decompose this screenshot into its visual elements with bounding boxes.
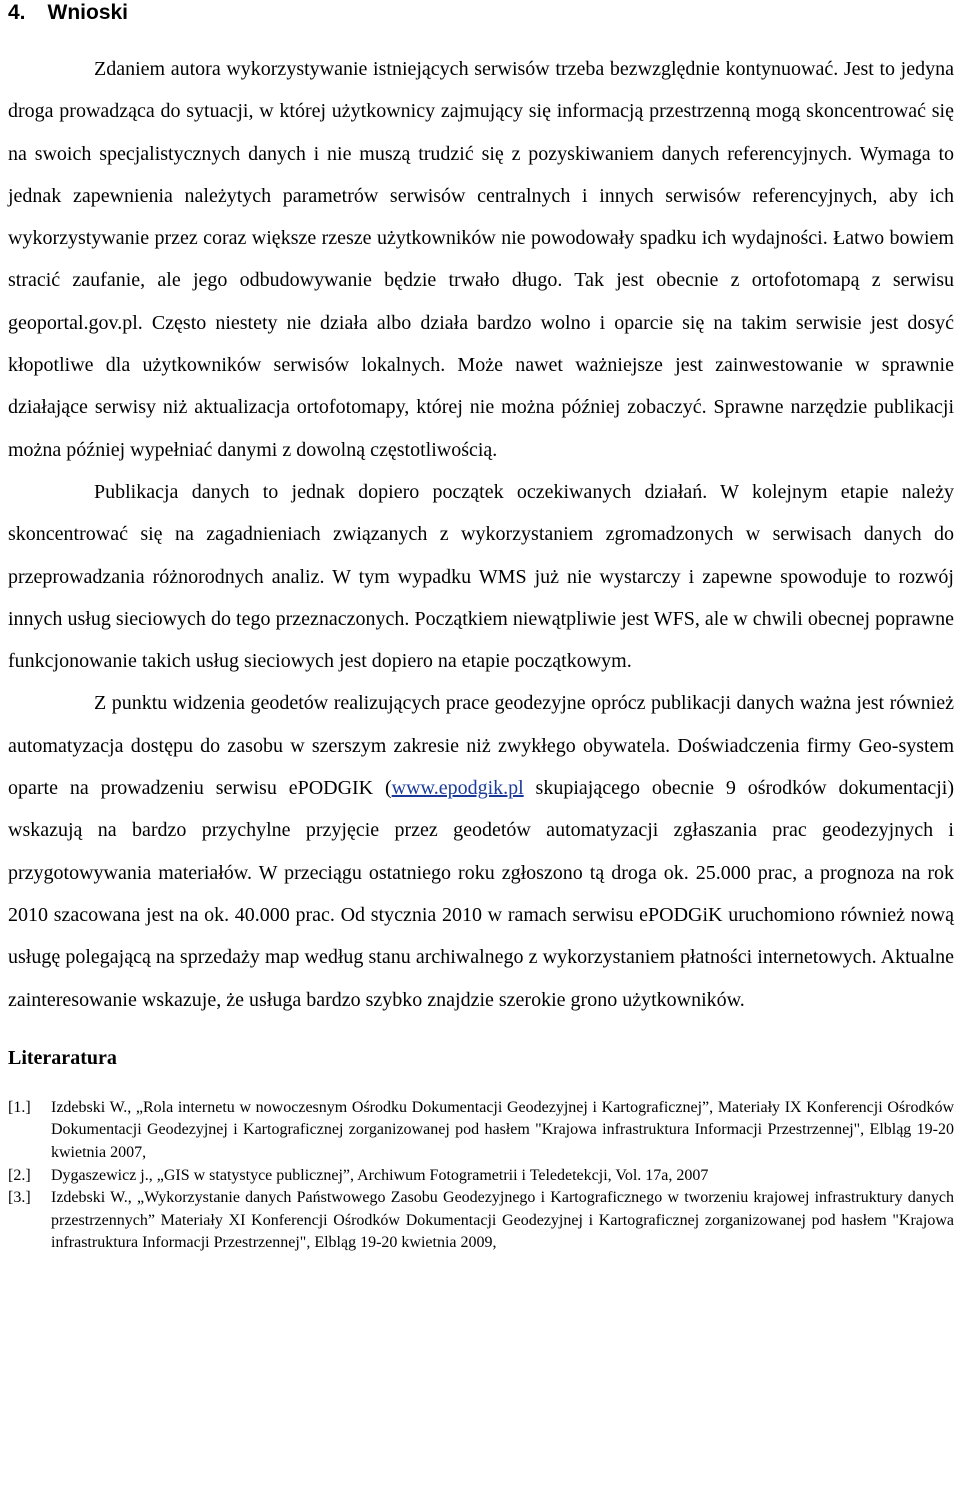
reference-item (8, 1097, 954, 1165)
section-heading (8, 0, 954, 26)
reference-text: Izdebski W., „Rola internetu w nowoczesnym Ośrodku Dokumentacji Geodezyjnej i Kartograficznej”, Materiały IX Konferencji Ośrodków Dokumentacji Geodezyjnej i Kartograficznej zorganizowanej pod hasłem "Krajowa infrastruktura Informacji Przestrzennej", Elbląg 19-20 kwietnia 2007, (51, 1098, 954, 1162)
reference-number: [2.] (8, 1166, 31, 1184)
reference-text: Dygaszewicz j., „GIS w statystyce publicznej”, Archiwum Fotogrametrii i Teledetekcji, Vol. 17a, 2007 (51, 1166, 709, 1184)
section-number: 4. (8, 1, 26, 24)
section-body (8, 48, 954, 1021)
reference-item (8, 1187, 954, 1255)
epodgik-link[interactable]: www.epodgik.pl (391, 777, 524, 800)
reference-list (8, 1097, 954, 1255)
paragraph-3 (8, 682, 954, 1020)
paragraph-3-text-before-link: Z punktu widzenia geodetów realizujących prace geodezyjne oprócz publikacji danych ważna jest również automatyzacja dostępu do zasobu w szerszym zakresie niż zwykłego obywatela. Doświadczenia firmy Geo-system oparte na prowadzeniu serwisu ePODGIK ( (8, 692, 954, 800)
reference-item (8, 1165, 954, 1188)
reference-number: [3.] (8, 1189, 31, 1207)
section-title: Wnioski (47, 1, 129, 24)
paragraph-2: Publikacja danych to jednak dopiero początek oczekiwanych działań. W kolejnym etapie należy skoncentrować się na zagadnieniach związanych z wykorzystaniem zgromadzonych w serwisach danych do przeprowadzania różnorodnych analiz. W tym wypadku WMS już nie wystarczy i zapewne spowoduje to rozwój innych usług sieciowych do tego przeznaczonych. Początkiem niewątpliwie jest WFS, ale w chwili obecnej poprawne funkcjonowanie takich usług sieciowych jest dopiero na etapie początkowym. (8, 480, 954, 673)
paragraph-3-text-after-link: skupiającego obecnie 9 ośrodków dokumentacji) wskazują na bardzo przychylne przyjęcie przez geodetów automatyzacji zgłaszania prac geodezyjnych i przygotowywania materiałów. W przeciągu ostatniego roku zgłoszono tą droga ok. 25.000 prac, a prognoza na rok 2010 szacowana jest na ok. 40.000 prac. Od stycznia 2010 w ramach serwisu ePODGiK uruchomiono również nową usługę polegającą na sprzedaży map według stanu archiwalnego z wykorzystaniem płatności internetowych. Aktualne zainteresowanie wskazuje, że usługa bardzo szybko znajdzie szerokie grono użytkowników. (8, 777, 954, 1011)
reference-text: Izdebski W., „Wykorzystanie danych Państwowego Zasobu Geodezyjnego i Kartograficznego w tworzeniu krajowej infrastruktury danych przestrzennych” Materiały XI Konferencji Ośrodków Dokumentacji Geodezyjnej i Kartograficznej zorganizowanej pod hasłem "Krajowa infrastruktura Informacji Przestrzennej", Elbląg 19-20 kwietnia 2009, (51, 1189, 954, 1252)
reference-number: [1.] (8, 1098, 31, 1116)
paragraph-1: Zdaniem autora wykorzystywanie istniejących serwisów trzeba bezwzględnie kontynuować. Jest to jedyna droga prowadząca do sytuacji, w której użytkownicy zajmujący się informacją przestrzenną mogą skoncentrować się na swoich specjalistycznych danych i nie muszą trudzić się z pozyskiwaniem danych referencyjnych. Wymaga to jednak zapewnienia należytych parametrów serwisów centralnych i innych serwisów referencyjnych, aby ich wykorzystywanie przez coraz większe rzesze użytkowników nie powodowały spadku ich wydajności. Łatwo bowiem stracić zaufanie, ale jego odbudowywanie będzie trwało długo. Tak jest obecnie z ortofotomapą z serwisu geoportal.gov.pl. Często niestety nie działa albo działa bardzo wolno i oparcie się na takim serwisie jest dosyć kłopotliwe dla użytkowników serwisów lokalnych. Może nawet ważniejsze jest zainwestowanie w sprawnie działające serwisy niż aktualizacja ortofotomapy, której nie można później zobaczyć. Sprawne narzędzie publikacji można później wypełniać danymi z dowolną częstotliwością. (8, 58, 954, 461)
literature-heading: Literaratura (8, 1046, 117, 1069)
